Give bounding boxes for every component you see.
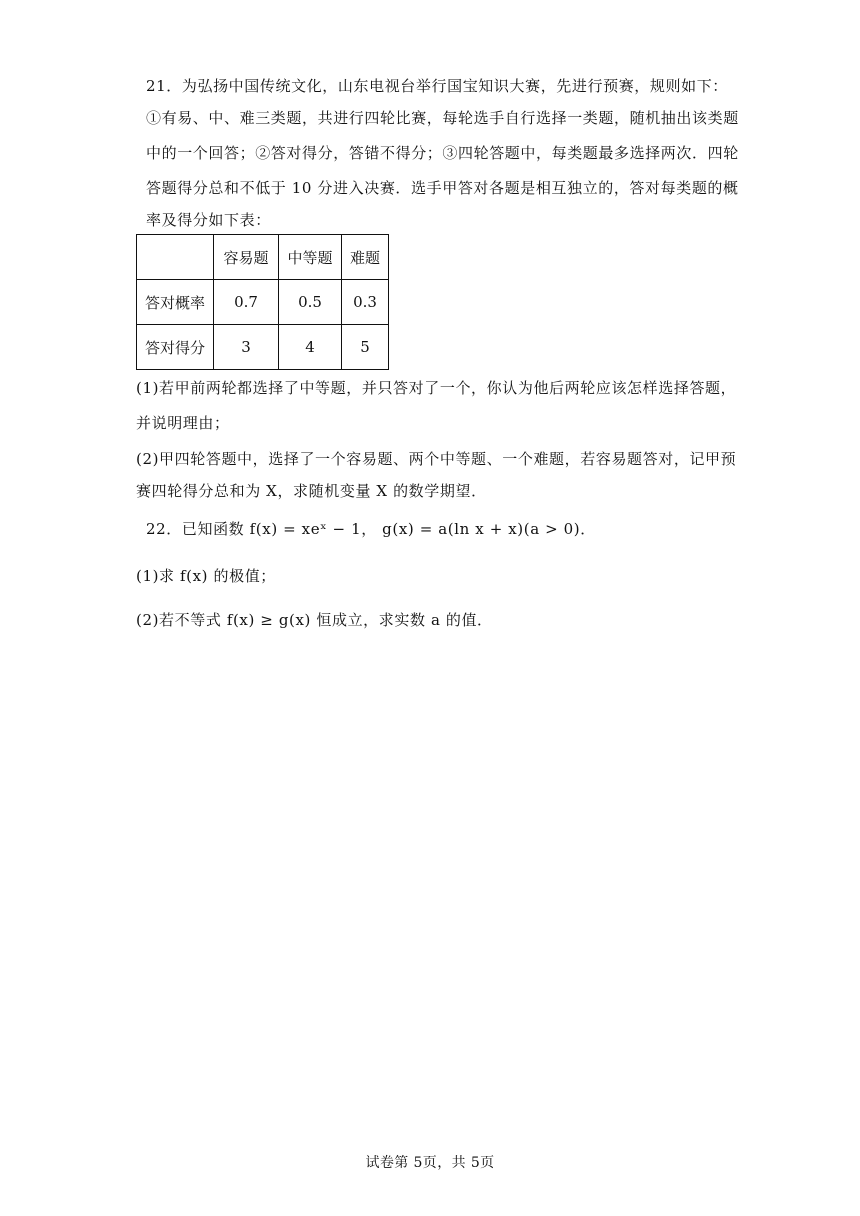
q21-line-3: 中的一个回答；②答对得分，答错不得分；③四轮答题中，每类题最多选择两次．四轮 (146, 144, 739, 162)
table-cell: 5 (342, 325, 389, 370)
q21-part2-line-1: (2)甲四轮答题中，选择了一个容易题、两个中等题、一个难题，若容易题答对，记甲预 (136, 450, 737, 468)
q21-part2-line-2: 赛四轮得分总和为 X，求随机变量 X 的数学期望． (136, 482, 487, 500)
table-cell: 0.7 (214, 280, 279, 325)
q21-line-2: ①有易、中、难三类题，共进行四轮比赛，每轮选手自行选择一类题，随机抽出该类题 (146, 109, 739, 127)
table-cell: 0.3 (342, 280, 389, 325)
table-row (137, 280, 389, 325)
score-probability-table (136, 234, 389, 370)
table-row (137, 325, 389, 370)
q22-part1: (1)求 f(x) 的极值； (136, 567, 276, 585)
table-header-row (137, 235, 389, 280)
table-row-label: 答对得分 (137, 325, 214, 370)
table-cell: 3 (214, 325, 279, 370)
table-header-cell: 容易题 (214, 235, 279, 280)
table-row-label: 答对概率 (137, 280, 214, 325)
table-header-cell: 难题 (342, 235, 389, 280)
q21-line-5: 率及得分如下表： (146, 211, 271, 229)
q21-line-1: 21．为弘扬中国传统文化，山东电视台举行国宝知识大赛，先进行预赛，规则如下： (146, 77, 728, 95)
table-header-cell (137, 235, 214, 280)
q21-line-4: 答题得分总和不低于 10 分进入决赛．选手甲答对各题是相互独立的，答对每类题的概 (146, 179, 739, 197)
table-cell: 4 (279, 325, 342, 370)
q21-part1-line-2: 并说明理由； (136, 414, 230, 432)
q22-part2: (2)若不等式 f(x) ≥ g(x) 恒成立，求实数 a 的值． (136, 611, 493, 629)
q21-part1-line-1: (1)若甲前两轮都选择了中等题，并只答对了一个，你认为他后两轮应该怎样选择答题， (136, 379, 737, 397)
table-header-cell: 中等题 (279, 235, 342, 280)
q22-stem: 22．已知函数 f(x) = xeˣ − 1， g(x) = a(ln x + x)(a > 0)． (146, 520, 596, 538)
table-cell: 0.5 (279, 280, 342, 325)
page-footer: 试卷第 5页，共 5页 (365, 1155, 495, 1171)
